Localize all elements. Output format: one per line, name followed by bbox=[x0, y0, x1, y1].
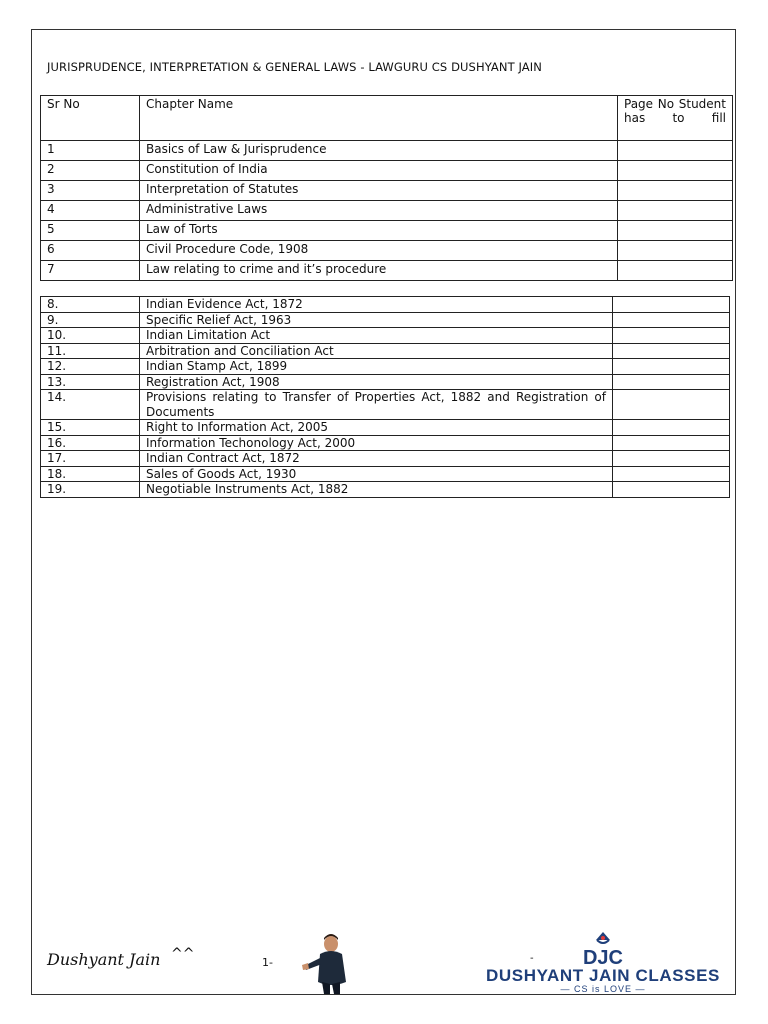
row-page-no-blank[interactable] bbox=[613, 451, 730, 467]
logo-tagline: — CS is LOVE — bbox=[560, 984, 646, 994]
row-page-no-blank[interactable] bbox=[613, 390, 730, 420]
table-header-row bbox=[41, 96, 733, 141]
row-sr-no: 15. bbox=[41, 420, 140, 436]
row-page-no-blank[interactable] bbox=[618, 141, 733, 161]
table-row bbox=[41, 181, 733, 201]
row-page-no-blank[interactable] bbox=[613, 466, 730, 482]
table-row bbox=[41, 359, 730, 375]
header-chapter-name: Chapter Name bbox=[140, 96, 618, 141]
author-signature: Dushyant Jain bbox=[47, 950, 161, 969]
table-row bbox=[41, 141, 733, 161]
table-row bbox=[41, 451, 730, 467]
row-sr-no: 1 bbox=[41, 141, 140, 161]
row-chapter-name: Information Techonology Act, 2000 bbox=[140, 435, 613, 451]
header-sr-no: Sr No bbox=[41, 96, 140, 141]
row-chapter-name: Law relating to crime and it’s procedure bbox=[140, 261, 618, 281]
row-sr-no: 3 bbox=[41, 181, 140, 201]
row-chapter-name: Civil Procedure Code, 1908 bbox=[140, 241, 618, 261]
table-row bbox=[41, 241, 733, 261]
row-page-no-blank[interactable] bbox=[613, 482, 730, 498]
row-sr-no: 14. bbox=[41, 390, 140, 420]
row-sr-no: 11. bbox=[41, 343, 140, 359]
page-number: 1- bbox=[262, 956, 273, 969]
row-page-no-blank[interactable] bbox=[618, 261, 733, 281]
logo-brand-name: DUSHYANT JAIN CLASSES bbox=[486, 966, 720, 985]
table-row bbox=[41, 343, 730, 359]
table-row bbox=[41, 297, 730, 313]
row-page-no-blank[interactable] bbox=[613, 312, 730, 328]
table-row bbox=[41, 201, 733, 221]
row-page-no-blank[interactable] bbox=[613, 435, 730, 451]
logo-monogram: DJC bbox=[582, 947, 624, 968]
person-illustration bbox=[298, 932, 362, 994]
row-page-no-blank[interactable] bbox=[618, 201, 733, 221]
table-row bbox=[41, 466, 730, 482]
table-row bbox=[41, 161, 733, 181]
row-chapter-name: Interpretation of Statutes bbox=[140, 181, 618, 201]
row-chapter-name: Arbitration and Conciliation Act bbox=[140, 343, 613, 359]
row-chapter-name: Provisions relating to Transfer of Properties Act, 1882 and Registration of Documents bbox=[140, 390, 613, 420]
chapter-table-continued-body bbox=[41, 297, 730, 498]
row-sr-no: 6 bbox=[41, 241, 140, 261]
row-sr-no: 5 bbox=[41, 221, 140, 241]
row-sr-no: 16. bbox=[41, 435, 140, 451]
table-row bbox=[41, 435, 730, 451]
row-sr-no: 7 bbox=[41, 261, 140, 281]
row-page-no-blank[interactable] bbox=[618, 241, 733, 261]
table-row bbox=[41, 261, 733, 281]
row-sr-no: 19. bbox=[41, 482, 140, 498]
row-page-no-blank[interactable] bbox=[613, 359, 730, 375]
table-row bbox=[41, 482, 730, 498]
chapter-table-continued bbox=[40, 296, 730, 498]
djc-logo bbox=[468, 930, 738, 994]
row-page-no-blank[interactable] bbox=[618, 221, 733, 241]
row-sr-no: 2 bbox=[41, 161, 140, 181]
table-row bbox=[41, 328, 730, 344]
row-chapter-name: Basics of Law & Jurisprudence bbox=[140, 141, 618, 161]
logo-tagline-text: CS is LOVE bbox=[573, 984, 632, 994]
row-page-no-blank[interactable] bbox=[613, 328, 730, 344]
row-chapter-name: Negotiable Instruments Act, 1882 bbox=[140, 482, 613, 498]
row-chapter-name: Indian Contract Act, 1872 bbox=[140, 451, 613, 467]
row-chapter-name: Indian Stamp Act, 1899 bbox=[140, 359, 613, 375]
row-chapter-name: Administrative Laws bbox=[140, 201, 618, 221]
document-title: JURISPRUDENCE, INTERPRETATION & GENERAL LAWS - LAWGURU CS DUSHYANT JAIN bbox=[47, 60, 542, 74]
row-sr-no: 4 bbox=[41, 201, 140, 221]
row-page-no-blank[interactable] bbox=[618, 181, 733, 201]
header-page-no: Page No Student has to fill bbox=[618, 96, 733, 141]
row-sr-no: 13. bbox=[41, 374, 140, 390]
row-chapter-name: Indian Limitation Act bbox=[140, 328, 613, 344]
row-page-no-blank[interactable] bbox=[618, 161, 733, 181]
row-sr-no: 10. bbox=[41, 328, 140, 344]
table-row bbox=[41, 420, 730, 436]
row-page-no-blank[interactable] bbox=[613, 374, 730, 390]
row-chapter-name: Law of Torts bbox=[140, 221, 618, 241]
row-sr-no: 12. bbox=[41, 359, 140, 375]
chapter-table-main-body bbox=[41, 96, 733, 281]
chapter-table-main bbox=[40, 95, 733, 281]
row-page-no-blank[interactable] bbox=[613, 420, 730, 436]
table-row bbox=[41, 312, 730, 328]
row-chapter-name: Specific Relief Act, 1963 bbox=[140, 312, 613, 328]
djc-monogram-icon bbox=[468, 930, 738, 968]
row-sr-no: 18. bbox=[41, 466, 140, 482]
row-sr-no: 8. bbox=[41, 297, 140, 313]
row-page-no-blank[interactable] bbox=[613, 343, 730, 359]
row-chapter-name: Sales of Goods Act, 1930 bbox=[140, 466, 613, 482]
row-sr-no: 9. bbox=[41, 312, 140, 328]
row-chapter-name: Constitution of India bbox=[140, 161, 618, 181]
footer-separator: - bbox=[530, 953, 534, 964]
row-sr-no: 17. bbox=[41, 451, 140, 467]
row-page-no-blank[interactable] bbox=[613, 297, 730, 313]
signature-carets: ^^ bbox=[171, 946, 195, 962]
row-chapter-name: Registration Act, 1908 bbox=[140, 374, 613, 390]
table-row bbox=[41, 390, 730, 420]
table-row bbox=[41, 221, 733, 241]
row-chapter-name: Right to Information Act, 2005 bbox=[140, 420, 613, 436]
table-row bbox=[41, 374, 730, 390]
row-chapter-name: Indian Evidence Act, 1872 bbox=[140, 297, 613, 313]
